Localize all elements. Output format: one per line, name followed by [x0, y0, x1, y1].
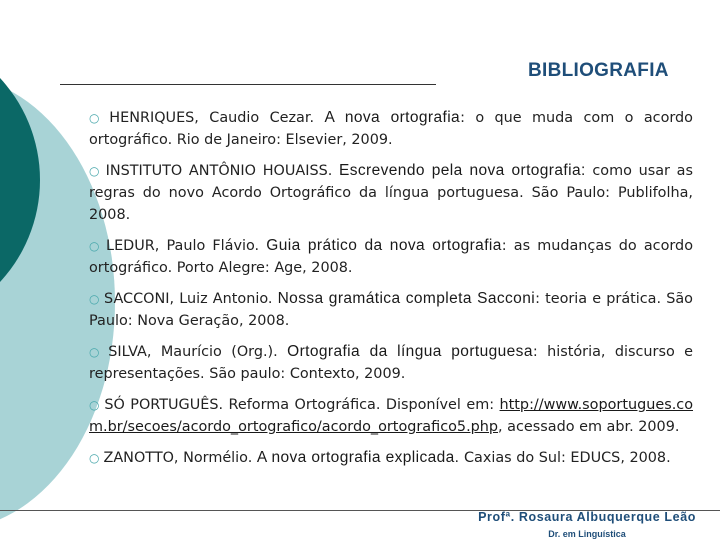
entry-details: , acessado em abr. 2009.	[498, 419, 680, 435]
entry-title: Nossa gramática completa Sacconi	[277, 290, 536, 307]
source-link[interactable]: http://www.soportugues.com.br/secoes/acordo_ortografico/acordo_ortografico5.php	[89, 397, 693, 435]
bullet-icon: ○	[89, 111, 106, 125]
entry-author: SÓ PORTUGUÊS. Reforma Ortográfica. Disponível em:	[104, 397, 500, 413]
footer-credential: Dr. em Linguística	[548, 529, 626, 539]
bibliography-entry	[89, 341, 693, 385]
entry-details: : história, discurso e representações. São paulo: Contexto, 2009.	[89, 344, 693, 382]
entry-author: INSTITUTO ANTÔNIO HOUAISS.	[105, 163, 340, 179]
bullet-icon: ○	[89, 164, 102, 178]
entry-title: A nova ortografia explicada.	[256, 449, 460, 466]
entry-details: : as mudanças do acordo ortográfico. Porto Alegre: Age, 2008.	[89, 238, 693, 276]
entry-title: Guia prático da nova ortografia	[266, 237, 502, 254]
slide-title: BIBLIOGRAFIA	[528, 60, 669, 81]
bibliography-entry	[89, 447, 693, 469]
entry-title: Escrevendo pela nova ortografia:	[339, 162, 586, 179]
entry-title: Ortografia da língua portuguesa	[287, 343, 533, 360]
bibliography-list	[89, 107, 693, 478]
entry-author: SACCONI, Luiz Antonio.	[104, 291, 278, 307]
bullet-icon: ○	[89, 398, 101, 412]
entry-title: A nova ortografia	[324, 109, 461, 126]
bibliography-entry	[89, 107, 693, 151]
entry-author: HENRIQUES, Caudio Cezar.	[109, 110, 325, 126]
bullet-icon: ○	[89, 292, 101, 306]
footer-author: Profª. Rosaura Albuquerque Leão	[478, 510, 696, 524]
entry-details: como usar as regras do novo Acordo Ortográfico da língua portuguesa. São Paulo: Publifolha, 2008.	[89, 163, 693, 223]
entry-author: SILVA, Maurício (Org.).	[108, 344, 288, 360]
entry-author: ZANOTTO, Normélio.	[103, 450, 257, 466]
entry-details: : teoria e prática. São Paulo: Nova Geração, 2008.	[89, 291, 693, 329]
bullet-icon: ○	[89, 345, 105, 359]
bibliography-entry	[89, 235, 693, 279]
bibliography-entry	[89, 160, 693, 226]
bullet-icon: ○	[89, 239, 103, 253]
entry-author: LEDUR, Paulo Flávio.	[106, 238, 267, 254]
bibliography-entry	[89, 394, 693, 438]
entry-details: Caxias do Sul: EDUCS, 2008.	[459, 450, 671, 466]
bibliography-entry	[89, 288, 693, 332]
bullet-icon: ○	[89, 451, 100, 465]
title-rule	[60, 84, 436, 85]
entry-details: : o que muda com o acordo ortográfico. Rio de Janeiro: Elsevier, 2009.	[89, 110, 693, 148]
